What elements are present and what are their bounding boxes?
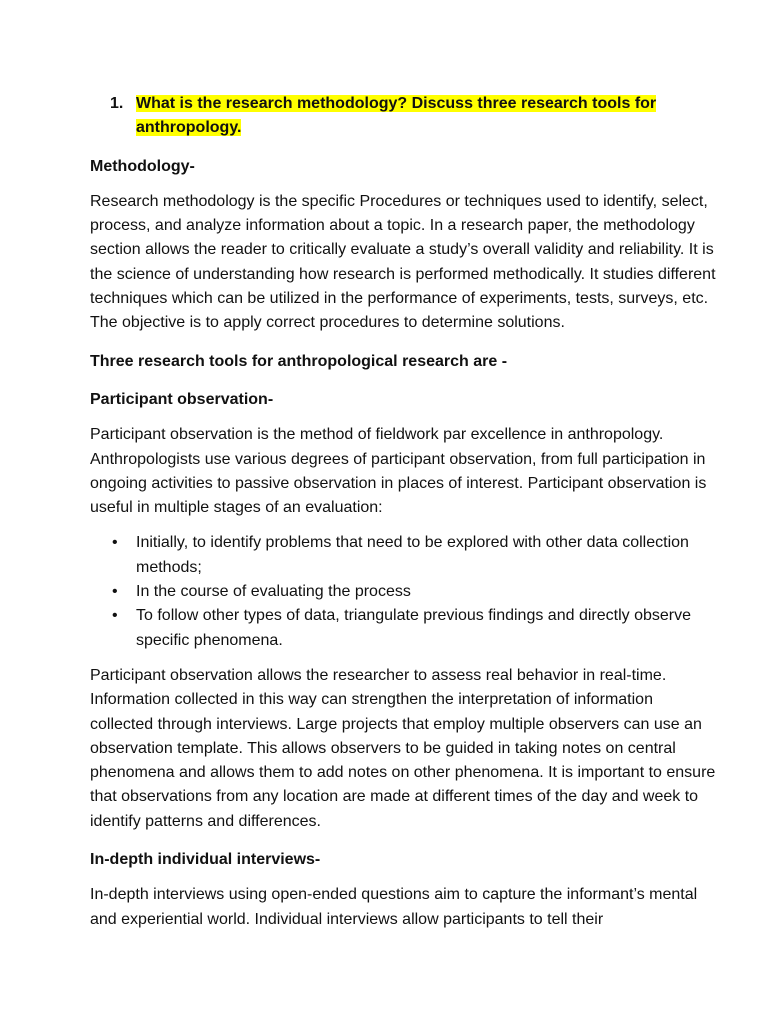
question-text-line-1: What is the research methodology? Discuss three research tools for <box>136 95 657 112</box>
heading-methodology: Methodology- <box>90 157 195 175</box>
list-item <box>90 580 720 604</box>
paragraph-participant-observation-2: Participant observation allows the researcher to assess real behavior in real-time. Information collected in this way can strengthen the interpretation of information collected through interviews. Large projects that employ multiple observers can use an observation template. This allows observers to be guided in taking notes on central phenomena and allows them to add notes on other phenomena. It is important to ensure that observations from any location are made at different times of the day and week to identify patterns and differences. <box>90 666 716 830</box>
paragraph-methodology: Research methodology is the specific Procedures or techniques used to identify, select, process, and analyze information about a topic. In a research paper, the methodology section allows the reader to critically evaluate a study’s overall validity and reliability. It is the science of understanding how research is performed methodically. It studies different techniques which can be utilized in the performance of experiments, tests, surveys, etc. The objective is to apply correct procedures to determine solutions. <box>90 192 716 332</box>
list-item-text: Initially, to identify problems that need to be explored with other data collection methods; <box>136 534 689 576</box>
question-line-1 <box>90 92 720 116</box>
heading-interviews: In-depth individual interviews- <box>90 851 321 869</box>
document-page <box>90 92 720 932</box>
question-line-2 <box>90 116 720 140</box>
heading-participant-observation: Participant observation- <box>90 390 274 408</box>
bullet-icon: • <box>112 607 118 625</box>
list-item-text: In the course of evaluating the process <box>136 583 411 601</box>
paragraph-interviews: In-depth interviews using open-ended questions aim to capture the informant’s mental and experiential world. Individual interviews allow participants to tell their <box>90 886 698 928</box>
bullet-list <box>90 531 720 652</box>
paragraph-participant-observation-1: Participant observation is the method of fieldwork par excellence in anthropology. Anthropologists use various degrees of participant observation, from full participation in ongoing activities to passive observation in places of interest. Participant observation is useful in multiple stages of an evaluation: <box>90 426 707 517</box>
question-number: 1. <box>110 95 124 112</box>
bullet-icon: • <box>112 534 118 552</box>
list-item <box>90 604 720 653</box>
bullet-icon: • <box>112 583 118 601</box>
list-item-text: To follow other types of data, triangulate previous findings and directly observe specific phenomena. <box>136 607 691 649</box>
question-text-line-2: anthropology. <box>136 119 242 137</box>
list-item <box>90 531 720 580</box>
heading-tools-intro: Three research tools for anthropological research are - <box>90 352 508 370</box>
